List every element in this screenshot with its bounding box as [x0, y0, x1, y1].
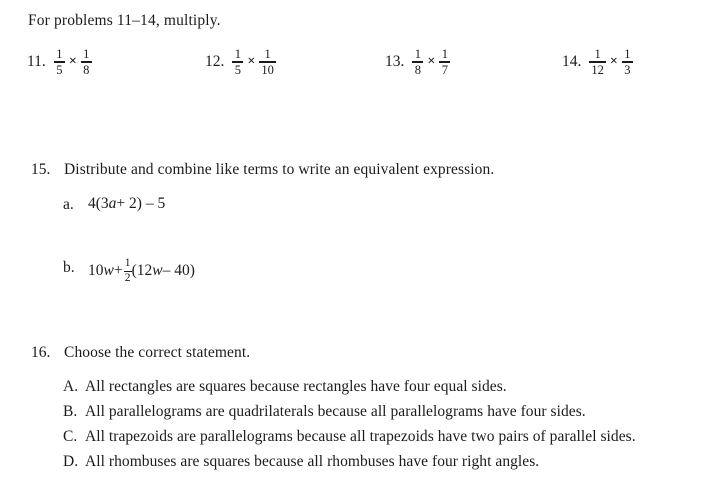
problem-14-number: 14.	[562, 53, 582, 70]
variable-w: w	[103, 262, 114, 280]
denominator: 12	[591, 62, 604, 77]
problem-12-number: 12.	[205, 53, 225, 70]
problem-11-number: 11.	[27, 53, 46, 70]
expression-suffix: + 2) – 5	[116, 195, 166, 212]
problem-11-left-fraction	[54, 48, 65, 76]
multiplication-sign: ×	[427, 53, 436, 69]
problem-11-right-fraction	[81, 48, 92, 76]
option-b-text[interactable]: All parallelograms are quadrilaterals because all parallelograms have four sides.	[85, 403, 586, 420]
question-16-number: 16.	[31, 344, 51, 361]
expression-prefix: 4(3	[88, 195, 109, 212]
multiplication-sign: ×	[247, 53, 256, 69]
numerator: 1	[594, 46, 601, 61]
question-15-number: 15.	[31, 161, 51, 178]
problem-13-left-fraction	[412, 48, 423, 76]
denominator: 5	[56, 62, 63, 77]
denominator: 10	[261, 62, 274, 77]
option-a-text[interactable]: All rectangles are squares because rectangles have four equal sides.	[85, 378, 507, 395]
problem-12-right-fraction	[259, 48, 276, 76]
expression-suffix: – 40)	[162, 262, 195, 280]
problem-12	[205, 45, 277, 79]
denominator: 3	[624, 62, 631, 77]
option-b-letter: B.	[63, 403, 78, 420]
problem-14	[562, 45, 634, 79]
problem-13-expression	[411, 48, 451, 76]
numerator: 1	[83, 46, 90, 61]
option-d-text[interactable]: All rhombuses are squares because all rhombuses have four right angles.	[85, 453, 540, 470]
option-d-letter: D.	[63, 453, 79, 470]
question-16-prompt: Choose the correct statement.	[64, 344, 251, 361]
denominator: 7	[441, 62, 448, 77]
numerator: 1	[234, 46, 241, 61]
multiplication-sign: ×	[68, 53, 77, 69]
question-15-part-b-label: b.	[63, 259, 75, 276]
numerator: 1	[624, 46, 631, 61]
question-15-part-a-label: a.	[63, 196, 74, 213]
expression-prefix: 10	[88, 262, 104, 280]
numerator: 1	[441, 46, 448, 61]
problem-11-expression	[53, 48, 93, 76]
problem-12-left-fraction	[232, 48, 243, 76]
numerator: 1	[414, 46, 421, 61]
problem-11	[27, 45, 93, 79]
problem-12-expression	[231, 48, 276, 76]
problem-13-right-fraction	[439, 48, 450, 76]
expression-open-paren: (12	[131, 262, 153, 280]
denominator: 8	[414, 62, 421, 77]
option-c-text[interactable]: All trapezoids are parallelograms because all trapezoids have two pairs of parallel sides.	[85, 428, 636, 445]
problem-14-expression	[588, 48, 633, 76]
variable-w-2: w	[152, 262, 163, 280]
option-c-letter: C.	[63, 428, 78, 445]
numerator: 1	[56, 46, 63, 61]
multiplication-sign: ×	[609, 53, 618, 69]
one-half-fraction	[124, 258, 132, 284]
expression-plus: +	[113, 262, 123, 280]
numerator: 1	[124, 257, 131, 269]
problem-14-right-fraction	[622, 48, 633, 76]
question-15-part-b-expression	[88, 258, 195, 284]
problem-14-left-fraction	[589, 48, 606, 76]
denominator: 8	[83, 62, 90, 77]
variable-a: a	[108, 195, 117, 212]
denominator: 2	[124, 271, 131, 284]
problem-13-number: 13.	[385, 53, 405, 70]
numerator: 1	[264, 46, 271, 61]
question-15-part-a-expression	[88, 195, 165, 213]
problem-13	[385, 45, 451, 79]
option-a-letter: A.	[63, 378, 79, 395]
question-15-prompt: Distribute and combine like terms to write an equivalent expression.	[64, 161, 495, 178]
denominator: 5	[234, 62, 241, 77]
instruction-line: For problems 11–14, multiply.	[28, 12, 221, 29]
